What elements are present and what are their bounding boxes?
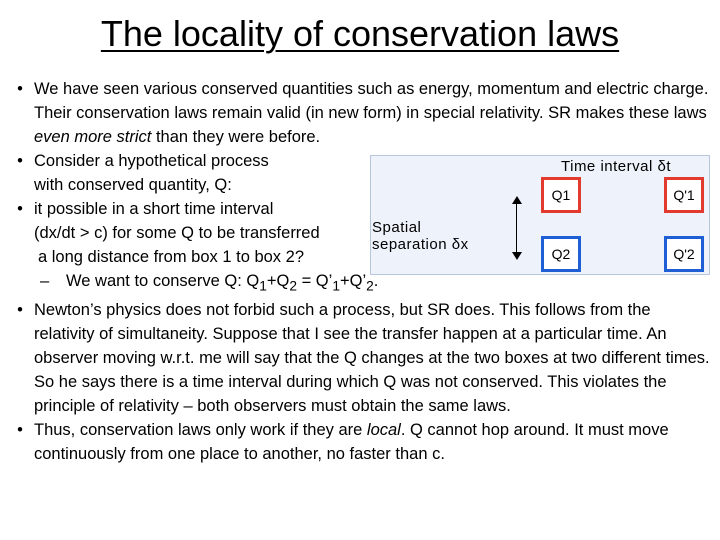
- bullet-icon: •: [17, 421, 23, 440]
- bullet-text: with conserved quantity, Q:: [34, 176, 232, 194]
- sub-bullet-conserve-q: [10, 269, 712, 298]
- bullet-icon: •: [17, 301, 23, 320]
- bullet-text: than they were before.: [151, 128, 321, 146]
- bullet-text: We have seen various conserved quantities such as energy, momentum and electric charge. Their conservation laws remain valid (in new form) in special relativity. SR makes these laws: [34, 80, 709, 122]
- bullet-text: Thus, conservation laws only work if they are: [34, 421, 367, 440]
- box-q1-prime: Q'1: [664, 177, 704, 213]
- bullet-icon: •: [17, 152, 23, 170]
- subscript: 2: [366, 278, 374, 294]
- bullet-hypothetical-process: [10, 149, 712, 197]
- subscript: 1: [332, 278, 340, 294]
- sub-text: .: [373, 272, 379, 290]
- subscript: 2: [289, 278, 297, 294]
- bullet-icon: •: [17, 200, 23, 218]
- dash-icon: –: [40, 272, 50, 290]
- box-q1: Q1: [541, 177, 581, 213]
- bullet-text: Consider a hypothetical process: [34, 152, 269, 170]
- bullet-text: Newton’s physics does not forbid such a process, but SR does. This follows from the relativity of simultaneity. Suppose that I see the transfer happen at a particular time. An observer moving w.r.t. me will say that the Q changes at the two boxes at two different times. So he says there is a time interval during which Q was not conserved. This violates the principle of relativity – both observers must obtain the same laws.: [34, 301, 710, 416]
- bullet-locality: [10, 418, 712, 466]
- time-interval-label: Time interval δt: [561, 158, 671, 175]
- sub-text: We want to conserve Q: Q: [66, 272, 260, 290]
- bullet-text: . Q cannot hop around. It must move continuously from one place to another, no faster than c.: [34, 421, 669, 464]
- sub-text: +Q: [266, 272, 290, 290]
- bullet-list: [10, 77, 712, 466]
- bullet-conserved-quantities: [10, 77, 712, 149]
- bullet-text: it possible in a short time interval: [34, 200, 274, 218]
- bullet-text-italic: even more strict: [34, 128, 152, 146]
- sub-text: +Q’: [339, 272, 367, 290]
- spatial-label-line1: Spatial: [372, 219, 422, 236]
- spatial-label-line2: separation δx: [372, 236, 469, 253]
- bullet-text-italic: local: [366, 421, 401, 440]
- bullet-text: (dx/dt > c) for some Q to be transferred: [34, 224, 320, 242]
- bullet-newton-physics: [10, 298, 712, 418]
- sub-text: = Q’: [297, 272, 333, 290]
- box-q2: Q2: [541, 236, 581, 272]
- box-q2-prime: Q'2: [664, 236, 704, 272]
- spatial-separation-label: [372, 219, 469, 253]
- bullet-icon: •: [17, 80, 23, 98]
- bullet-text: a long distance from box 1 to box 2?: [38, 248, 304, 266]
- slide-title: The locality of conservation laws: [100, 13, 620, 54]
- subscript: 1: [259, 278, 267, 294]
- bullet-short-interval: [10, 197, 712, 269]
